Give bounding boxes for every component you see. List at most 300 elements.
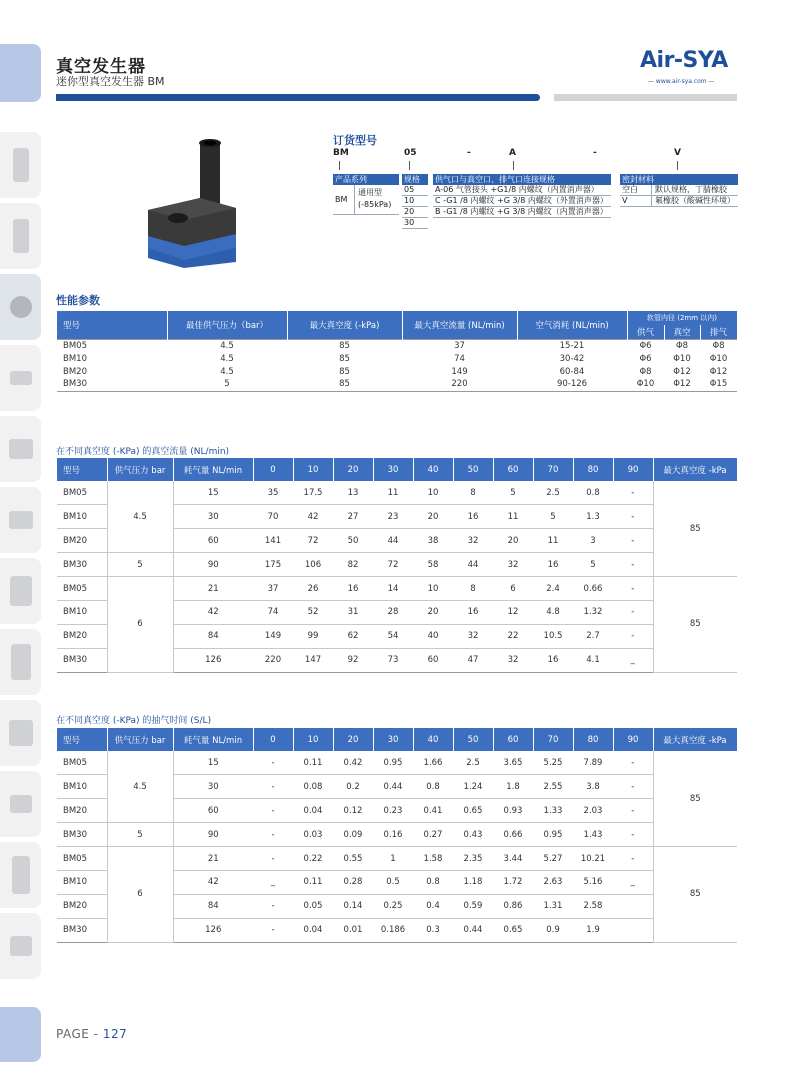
order-seal-desc: 默认规格，丁腈橡胶 bbox=[655, 185, 727, 194]
performance-table bbox=[57, 311, 738, 392]
value-cell: 32 bbox=[453, 624, 493, 648]
value-cell: 175 bbox=[253, 553, 293, 577]
max-vacuum-cell: 85 bbox=[653, 577, 737, 673]
table-header-cell: 20 bbox=[333, 458, 373, 481]
value-cell: 10.5 bbox=[533, 624, 573, 648]
value-cell: 5 bbox=[493, 481, 533, 505]
table-cell: 4.5 bbox=[220, 353, 234, 364]
max-vacuum-cell: 85 bbox=[653, 481, 737, 577]
table-cell: BM10 bbox=[63, 353, 87, 364]
table-header-cell: 10 bbox=[293, 458, 333, 481]
value-cell: 3.44 bbox=[493, 847, 533, 871]
table-cell: 220 bbox=[402, 378, 517, 391]
value-cell: 27 bbox=[333, 505, 373, 529]
perf-header-model: 型号 bbox=[57, 311, 167, 339]
value-cell: 1 bbox=[373, 847, 413, 871]
table-cell: 149 bbox=[451, 366, 468, 377]
value-cell: 0.28 bbox=[333, 870, 373, 894]
pressure-cell: 5 bbox=[107, 823, 173, 847]
value-cell: 20 bbox=[413, 600, 453, 624]
table-cell: Φ6 bbox=[627, 339, 664, 352]
value-cell: 0.11 bbox=[293, 751, 333, 775]
value-cell: 1.58 bbox=[413, 847, 453, 871]
value-cell: 30 bbox=[173, 775, 253, 799]
table-header-cell: 0 bbox=[253, 728, 293, 751]
table-cell: 15-21 bbox=[517, 339, 627, 352]
value-cell: 0.8 bbox=[413, 775, 453, 799]
category-module-icon[interactable] bbox=[0, 558, 41, 624]
value-cell: 15 bbox=[173, 751, 253, 775]
value-cell: - bbox=[613, 505, 653, 529]
value-cell: 0.59 bbox=[453, 894, 493, 918]
value-cell: 7.89 bbox=[573, 751, 613, 775]
value-cell: 11 bbox=[373, 481, 413, 505]
value-cell: 52 bbox=[293, 600, 333, 624]
value-cell: 8 bbox=[453, 481, 493, 505]
value-cell: 20 bbox=[493, 529, 533, 553]
value-cell: 20 bbox=[413, 505, 453, 529]
value-cell: 3 bbox=[573, 529, 613, 553]
value-cell: 10 bbox=[413, 481, 453, 505]
header-bar bbox=[56, 94, 540, 101]
category-fitting-icon[interactable] bbox=[0, 913, 41, 979]
table-header-cell: 0 bbox=[253, 458, 293, 481]
value-cell: 11 bbox=[533, 529, 573, 553]
time-table bbox=[57, 728, 738, 943]
order-seal-box bbox=[620, 174, 738, 207]
value-cell: - bbox=[253, 847, 293, 871]
order-code-size: 05 bbox=[404, 148, 417, 158]
table-header-cell: 50 bbox=[453, 458, 493, 481]
table-header-cell: 90 bbox=[613, 728, 653, 751]
value-cell: 90 bbox=[173, 823, 253, 847]
value-cell: 2.63 bbox=[533, 870, 573, 894]
value-cell: 0.93 bbox=[493, 799, 533, 823]
side-category-nav bbox=[0, 132, 41, 984]
table-header-cell: 60 bbox=[493, 728, 533, 751]
side-tab-bottom bbox=[0, 1007, 41, 1062]
value-cell: 0.04 bbox=[293, 799, 333, 823]
order-series-pressure: (-85kPa) bbox=[358, 200, 392, 209]
value-cell: - bbox=[613, 481, 653, 505]
value-cell: 44 bbox=[453, 553, 493, 577]
page-title: 真空发生器 bbox=[56, 57, 146, 77]
order-tick bbox=[513, 161, 514, 170]
value-cell: 2.55 bbox=[533, 775, 573, 799]
page-number bbox=[56, 1027, 127, 1041]
value-cell: 60 bbox=[413, 648, 453, 672]
value-cell: 12 bbox=[493, 600, 533, 624]
model-cell: BM10 bbox=[57, 600, 107, 624]
perf-header-flow: 最大真空流量 (NL/min) bbox=[402, 311, 517, 339]
value-cell: 1.18 bbox=[453, 870, 493, 894]
value-cell: 2.03 bbox=[573, 799, 613, 823]
value-cell: 2.5 bbox=[453, 751, 493, 775]
category-multi-stage-icon[interactable] bbox=[0, 416, 41, 482]
value-cell: - bbox=[253, 894, 293, 918]
value-cell: 35 bbox=[253, 481, 293, 505]
order-port-box bbox=[433, 174, 611, 218]
value-cell: 31 bbox=[333, 600, 373, 624]
value-cell: 10 bbox=[413, 577, 453, 601]
model-cell: BM20 bbox=[57, 894, 107, 918]
value-cell: - bbox=[613, 600, 653, 624]
value-cell: 0.04 bbox=[293, 918, 333, 942]
value-cell: 38 bbox=[413, 529, 453, 553]
value-cell: 60 bbox=[173, 799, 253, 823]
model-cell: BM10 bbox=[57, 505, 107, 529]
value-cell: 0.27 bbox=[413, 823, 453, 847]
table-cell: Φ12 bbox=[664, 378, 700, 391]
perf-header-tube: 软管内径 (2mm 以内) bbox=[627, 311, 737, 325]
model-cell: BM05 bbox=[57, 847, 107, 871]
value-cell: 10.21 bbox=[573, 847, 613, 871]
value-cell: 11 bbox=[493, 505, 533, 529]
value-cell: 2.7 bbox=[573, 624, 613, 648]
value-cell: 4.8 bbox=[533, 600, 573, 624]
value-cell: 0.11 bbox=[293, 870, 333, 894]
order-tick bbox=[677, 161, 678, 170]
value-cell: 0.5 bbox=[373, 870, 413, 894]
value-cell: 1.72 bbox=[493, 870, 533, 894]
value-cell: 14 bbox=[373, 577, 413, 601]
table-cell: Φ10 bbox=[627, 378, 664, 391]
value-cell: - bbox=[613, 751, 653, 775]
table-cell: Φ12 bbox=[709, 366, 728, 377]
table-cell: 85 bbox=[339, 353, 350, 364]
category-valve-icon[interactable] bbox=[0, 629, 41, 695]
value-cell: 1.9 bbox=[573, 918, 613, 942]
table-cell: BM30 bbox=[57, 378, 167, 391]
page-number-value: 127 bbox=[102, 1027, 128, 1041]
perf-header-consumption: 空气消耗 (NL/min) bbox=[517, 311, 627, 339]
model-cell: BM30 bbox=[57, 648, 107, 672]
value-cell: 17.5 bbox=[293, 481, 333, 505]
perf-header-pressure: 最佳供气压力（bar） bbox=[167, 311, 287, 339]
value-cell: 13 bbox=[333, 481, 373, 505]
value-cell: 74 bbox=[253, 600, 293, 624]
product-image bbox=[140, 138, 240, 268]
value-cell: 32 bbox=[493, 553, 533, 577]
value-cell: 141 bbox=[253, 529, 293, 553]
value-cell: 126 bbox=[173, 648, 253, 672]
value-cell: 2.58 bbox=[573, 894, 613, 918]
time-table-body bbox=[57, 751, 737, 942]
value-cell: 42 bbox=[173, 870, 253, 894]
header-bar-grey bbox=[554, 94, 737, 101]
value-cell: 0.22 bbox=[293, 847, 333, 871]
model-cell: BM20 bbox=[57, 624, 107, 648]
table-row bbox=[57, 751, 737, 775]
category-filter-icon[interactable] bbox=[0, 132, 41, 198]
table-header-cell: 型号 bbox=[57, 728, 107, 751]
order-series-code: BM bbox=[333, 185, 355, 214]
value-cell: 8 bbox=[453, 577, 493, 601]
perf-header-vacuum: 最大真空度 (-kPa) bbox=[287, 311, 402, 339]
table-header-cell: 20 bbox=[333, 728, 373, 751]
value-cell: 0.05 bbox=[293, 894, 333, 918]
table-cell: 4.5 bbox=[220, 366, 234, 377]
category-filter-element-icon[interactable] bbox=[0, 203, 41, 269]
model-cell: BM30 bbox=[57, 918, 107, 942]
value-cell: 47 bbox=[453, 648, 493, 672]
model-cell: BM20 bbox=[57, 529, 107, 553]
model-cell: BM05 bbox=[57, 481, 107, 505]
value-cell: - bbox=[613, 799, 653, 823]
order-port-item: B -G1 /8 内螺纹 +G 3/8 内螺纹（内置消声器） bbox=[433, 207, 611, 218]
value-cell: 70 bbox=[253, 505, 293, 529]
value-cell: 2.5 bbox=[533, 481, 573, 505]
value-cell: 23 bbox=[373, 505, 413, 529]
value-cell: - bbox=[613, 577, 653, 601]
model-cell: BM10 bbox=[57, 870, 107, 894]
value-cell: - bbox=[253, 918, 293, 942]
order-seal-code: V bbox=[620, 196, 652, 206]
value-cell: 220 bbox=[253, 648, 293, 672]
max-vacuum-cell: 85 bbox=[653, 751, 737, 847]
value-cell: 126 bbox=[173, 918, 253, 942]
value-cell: 0.9 bbox=[533, 918, 573, 942]
model-cell: BM10 bbox=[57, 775, 107, 799]
table-row bbox=[57, 577, 737, 601]
value-cell: 62 bbox=[333, 624, 373, 648]
perf-header-tube-exhaust: 排气 bbox=[700, 325, 737, 339]
value-cell: 0.66 bbox=[573, 577, 613, 601]
time-table-title: 在不同真空度 (-KPa) 的抽气时间 (S/L) bbox=[56, 716, 212, 726]
value-cell: 0.41 bbox=[413, 799, 453, 823]
order-tick bbox=[409, 161, 410, 170]
brand-url: — www.air-sya.com — bbox=[648, 78, 715, 85]
model-cell: BM05 bbox=[57, 577, 107, 601]
table-header-cell: 60 bbox=[493, 458, 533, 481]
table-header-cell: 最大真空度 -kPa bbox=[653, 728, 737, 751]
table-row bbox=[57, 352, 737, 365]
table-cell: 5 bbox=[167, 378, 287, 391]
performance-table-body bbox=[57, 339, 737, 391]
category-vacuum-generator-icon[interactable] bbox=[0, 274, 41, 340]
value-cell: 72 bbox=[293, 529, 333, 553]
value-cell: 50 bbox=[333, 529, 373, 553]
value-cell: 60 bbox=[173, 529, 253, 553]
value-cell: 5 bbox=[533, 505, 573, 529]
value-cell: 0.66 bbox=[493, 823, 533, 847]
value-cell: 32 bbox=[493, 648, 533, 672]
table-cell: 85 bbox=[339, 366, 350, 377]
model-cell: BM30 bbox=[57, 553, 107, 577]
order-code-seal: V bbox=[674, 148, 681, 158]
value-cell: 0.8 bbox=[413, 870, 453, 894]
value-cell: 0.23 bbox=[373, 799, 413, 823]
table-cell: Φ12 bbox=[673, 366, 691, 377]
category-block-icon[interactable] bbox=[0, 700, 41, 766]
table-cell: 85 bbox=[287, 339, 402, 352]
value-cell: 4.1 bbox=[573, 648, 613, 672]
value-cell: 26 bbox=[293, 577, 333, 601]
value-cell: 1.43 bbox=[573, 823, 613, 847]
value-cell: 16 bbox=[333, 577, 373, 601]
order-seal-code: 空白 bbox=[620, 185, 652, 195]
order-spec-item: 05 bbox=[402, 185, 428, 196]
value-cell: 1.33 bbox=[533, 799, 573, 823]
value-cell: 0.86 bbox=[493, 894, 533, 918]
value-cell: 16 bbox=[453, 600, 493, 624]
order-spec-box bbox=[402, 174, 428, 229]
order-spec-head: 规格 bbox=[402, 174, 428, 185]
value-cell: 6 bbox=[493, 577, 533, 601]
value-cell: 90 bbox=[173, 553, 253, 577]
value-cell: - bbox=[613, 553, 653, 577]
value-cell: 0.25 bbox=[373, 894, 413, 918]
flow-table-title: 在不同真空度 (-KPa) 的真空流量 (NL/min) bbox=[56, 447, 230, 457]
order-seal-head: 密封材料 bbox=[620, 174, 738, 185]
table-cell: Φ8 bbox=[700, 339, 737, 352]
value-cell: - bbox=[253, 799, 293, 823]
value-cell: 0.186 bbox=[373, 918, 413, 942]
order-series-head: 产品系列 bbox=[333, 174, 399, 185]
value-cell: - bbox=[613, 624, 653, 648]
value-cell: 99 bbox=[293, 624, 333, 648]
order-port-head: 供气口与真空口、排气口连接规格 bbox=[433, 174, 611, 185]
table-header-cell: 30 bbox=[373, 458, 413, 481]
value-cell: 147 bbox=[293, 648, 333, 672]
table-header-cell: 耗气量 NL/min bbox=[173, 458, 253, 481]
value-cell: 21 bbox=[173, 577, 253, 601]
order-seal-desc: 氟橡胶（酸碱性环境） bbox=[655, 196, 735, 205]
model-cell: BM20 bbox=[57, 799, 107, 823]
value-cell: 0.42 bbox=[333, 751, 373, 775]
value-cell: 3.8 bbox=[573, 775, 613, 799]
value-cell: _ bbox=[613, 870, 653, 894]
table-cell: Φ10 bbox=[673, 353, 691, 364]
value-cell: 1.8 bbox=[493, 775, 533, 799]
value-cell: 5.27 bbox=[533, 847, 573, 871]
order-tick bbox=[339, 161, 340, 170]
perf-header-tube-vacuum: 真空 bbox=[664, 325, 700, 339]
value-cell: 1.66 bbox=[413, 751, 453, 775]
page-label: PAGE - bbox=[56, 1027, 103, 1041]
value-cell: 16 bbox=[533, 648, 573, 672]
value-cell: - bbox=[253, 751, 293, 775]
table-header-cell: 供气压力 bar bbox=[107, 728, 173, 751]
value-cell: 0.65 bbox=[493, 918, 533, 942]
value-cell: 0.09 bbox=[333, 823, 373, 847]
value-cell: - bbox=[613, 775, 653, 799]
pressure-cell: 6 bbox=[107, 577, 173, 673]
value-cell: 5 bbox=[573, 553, 613, 577]
value-cell: 30 bbox=[173, 505, 253, 529]
value-cell: 84 bbox=[173, 624, 253, 648]
page-subtitle: 迷你型真空发生器 BM bbox=[56, 75, 165, 88]
value-cell: 149 bbox=[253, 624, 293, 648]
value-cell: 0.01 bbox=[333, 918, 373, 942]
order-code-dash: - bbox=[593, 148, 597, 158]
max-vacuum-cell: 85 bbox=[653, 847, 737, 943]
value-cell: 16 bbox=[533, 553, 573, 577]
value-cell: 0.44 bbox=[453, 918, 493, 942]
table-header-cell: 40 bbox=[413, 458, 453, 481]
value-cell: 42 bbox=[293, 505, 333, 529]
table-header-cell: 80 bbox=[573, 728, 613, 751]
value-cell: 32 bbox=[453, 529, 493, 553]
category-cartridge-icon[interactable] bbox=[0, 487, 41, 553]
value-cell: 106 bbox=[293, 553, 333, 577]
value-cell: 2.35 bbox=[453, 847, 493, 871]
table-cell: 74 bbox=[454, 353, 465, 364]
value-cell: 40 bbox=[413, 624, 453, 648]
order-code-dash: - bbox=[467, 148, 471, 158]
pressure-cell: 6 bbox=[107, 847, 173, 943]
brand-logo: Air-SYA bbox=[640, 48, 728, 73]
pressure-cell: 5 bbox=[107, 553, 173, 577]
pressure-cell: 4.5 bbox=[107, 481, 173, 553]
table-cell: Φ8 bbox=[639, 366, 652, 377]
value-cell: 28 bbox=[373, 600, 413, 624]
order-port-item: C -G1 /8 内螺纹 +G 3/8 内螺纹（外置消声器） bbox=[433, 196, 611, 207]
table-cell: 37 bbox=[402, 339, 517, 352]
table-cell: 4.5 bbox=[167, 339, 287, 352]
order-code-port: A bbox=[509, 148, 516, 158]
value-cell: _ bbox=[253, 870, 293, 894]
table-cell: BM05 bbox=[57, 339, 167, 352]
table-header-cell: 10 bbox=[293, 728, 333, 751]
value-cell: 0.14 bbox=[333, 894, 373, 918]
category-ejector-icon[interactable] bbox=[0, 345, 41, 411]
value-cell: 0.4 bbox=[413, 894, 453, 918]
category-inline-icon[interactable] bbox=[0, 771, 41, 837]
flow-table-header bbox=[57, 458, 737, 481]
category-silencer-icon[interactable] bbox=[0, 842, 41, 908]
value-cell: 37 bbox=[253, 577, 293, 601]
table-header-cell: 50 bbox=[453, 728, 493, 751]
order-series-type: 通用型 bbox=[358, 188, 382, 197]
model-cell: BM30 bbox=[57, 823, 107, 847]
value-cell: 0.2 bbox=[333, 775, 373, 799]
table-cell: 85 bbox=[287, 378, 402, 391]
table-header-cell: 40 bbox=[413, 728, 453, 751]
value-cell: 0.43 bbox=[453, 823, 493, 847]
value-cell: 5.25 bbox=[533, 751, 573, 775]
order-code-title: 订货型号 bbox=[333, 134, 377, 147]
value-cell: 0.3 bbox=[413, 918, 453, 942]
value-cell: 0.65 bbox=[453, 799, 493, 823]
value-cell: 1.24 bbox=[453, 775, 493, 799]
value-cell: 3.65 bbox=[493, 751, 533, 775]
pressure-cell: 4.5 bbox=[107, 751, 173, 823]
value-cell: 1.3 bbox=[573, 505, 613, 529]
value-cell: - bbox=[253, 823, 293, 847]
value-cell: 1.31 bbox=[533, 894, 573, 918]
value-cell: 22 bbox=[493, 624, 533, 648]
table-row bbox=[57, 378, 737, 391]
value-cell: 44 bbox=[373, 529, 413, 553]
value-cell: - bbox=[253, 775, 293, 799]
order-spec-item: 20 bbox=[402, 207, 428, 218]
value-cell: 84 bbox=[173, 894, 253, 918]
value-cell: 2.4 bbox=[533, 577, 573, 601]
table-row bbox=[57, 481, 737, 505]
order-series-box bbox=[333, 174, 399, 215]
table-row bbox=[57, 365, 737, 378]
value-cell: 15 bbox=[173, 481, 253, 505]
order-port-item: A-06 气管接头 +G1/8 内螺纹（内置消声器） bbox=[433, 185, 611, 196]
flow-table bbox=[57, 458, 738, 673]
perf-header-tube-supply: 供气 bbox=[627, 325, 664, 339]
value-cell: 16 bbox=[453, 505, 493, 529]
value-cell: - bbox=[613, 823, 653, 847]
value-cell: _ bbox=[613, 648, 653, 672]
table-header-cell: 供气压力 bar bbox=[107, 458, 173, 481]
table-cell: 60-84 bbox=[559, 366, 585, 377]
